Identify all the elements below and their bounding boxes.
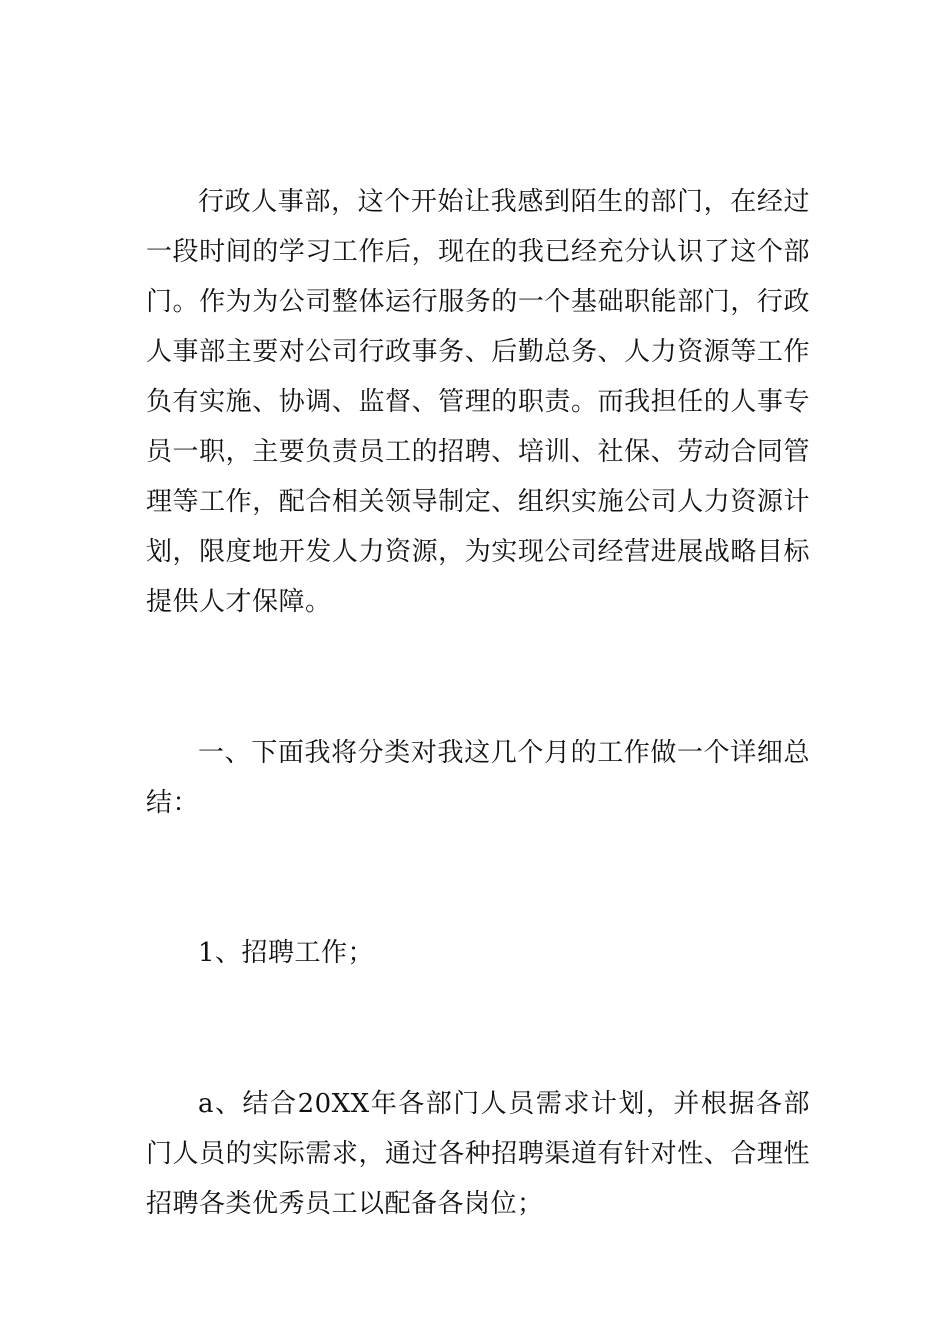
intro-paragraph: 行政人事部，这个开始让我感到陌生的部门，在经过一段时间的学习工作后，现在的我已经充分认识了这个部门。作为为公司整体运行服务的一个基础职能部门，行政人事部主要对公司行政事务、后勤总务、人力资源等工作负有实施、协调、监督、管理的职责。而我担任的人事专员一职，主要负责员工的招聘、培训、社保、劳动合同管理等工作，配合相关领导制定、组织实施公司人力资源计划，限度地开发人力资源，为实现公司经营进展战略目标提供人才保障。 <box>146 187 810 617</box>
section-heading-summary: 一、下面我将分类对我这几个月的工作做一个详细总结： <box>146 738 810 818</box>
subsection-heading-recruitment: 1、招聘工作； <box>198 938 375 968</box>
recruitment-item-a: a、结合20XX年各部门人员需求计划，并根据各部门人员的实际需求，通过各种招聘渠道有针对性、合理性招聘各类优秀员工以配备各岗位； <box>146 1089 810 1219</box>
